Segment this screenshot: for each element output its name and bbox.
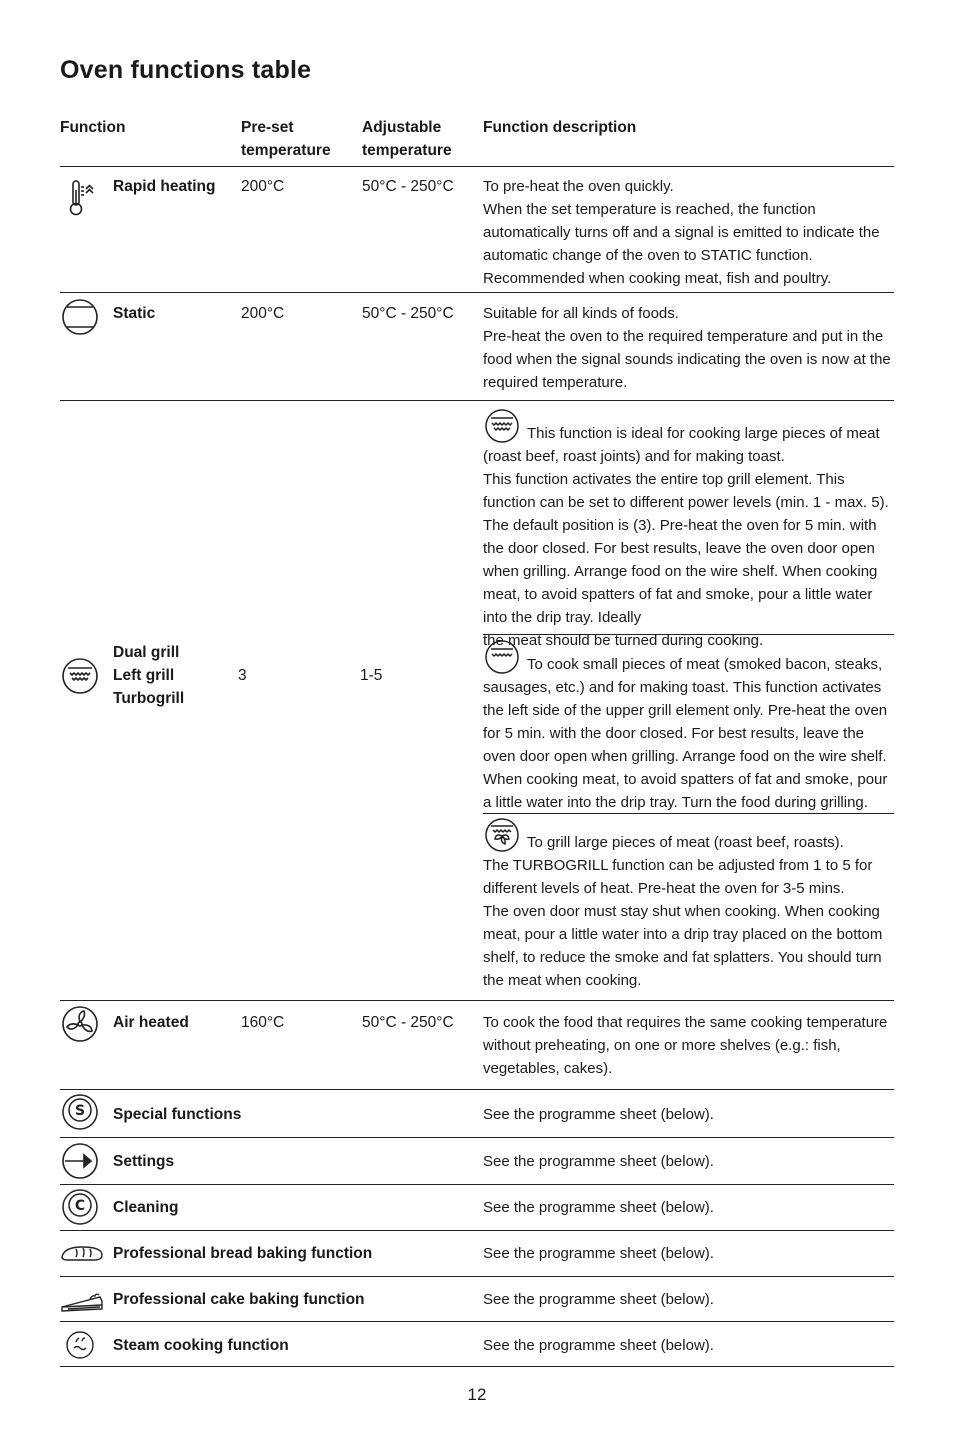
description-special: See the programme sheet (below).: [483, 1106, 714, 1123]
function-name-steam: Steam cooking function: [113, 1337, 289, 1354]
turbogrill-icon: [483, 817, 521, 853]
function-name-cleaning: Cleaning: [113, 1199, 179, 1216]
divider: [60, 292, 894, 293]
header-preset: Pre-set temperature: [241, 119, 331, 159]
divider: [60, 1000, 894, 1001]
fan-icon: [60, 1004, 100, 1044]
function-name-cake: Professional cake baking function: [113, 1291, 365, 1308]
divider: [483, 634, 894, 635]
function-name-grill: Dual grill Left grill Turbogrill: [113, 644, 185, 707]
divider: [60, 1089, 894, 1090]
dual-grill-first-line: This function is ideal for cooking large pieces of meat: [527, 425, 880, 442]
divider: [60, 1137, 894, 1138]
grill-icon: [60, 656, 100, 696]
divider: [60, 1366, 894, 1367]
cake-icon: [60, 1279, 104, 1319]
description-turbogrill: [483, 817, 895, 992]
description-air: To cook the food that requires the same cooking temperature without preheating, on one or more shelves (e.g.: fish, vegetables, cakes).: [483, 1014, 888, 1077]
turbogrill-text: The TURBOGRILL function can be adjusted from 1 to 5 for different levels of heat. Pre-heat the oven for 3-5 mins. The oven door must stay shut when cooking. When cooking meat, pour a little water into a drip tray placed on the bottom shelf, to reduce the smoke and fat splatters. You should turn the meat when cooking.: [483, 857, 883, 989]
divider: [60, 1276, 894, 1277]
divider: [60, 1184, 894, 1185]
header-function: Function: [60, 119, 126, 136]
dual-grill-icon: [483, 408, 521, 444]
adjustable-static: 50°C - 250°C: [362, 305, 454, 322]
header-description: Function description: [483, 119, 637, 136]
divider: [60, 1321, 894, 1322]
left-grill-first-line: To cook small pieces of meat (smoked bacon, steaks,: [527, 656, 883, 673]
description-bread: See the programme sheet (below).: [483, 1245, 714, 1262]
description-static: Suitable for all kinds of foods. Pre-heat the oven to the required temperature and put in the food when the signal sounds indicating the oven is now at the required temperature.: [483, 305, 891, 391]
description-left-grill: [483, 639, 895, 814]
adjustable-rapid: 50°C - 250°C: [362, 178, 454, 195]
description-rapid: To pre-heat the oven quickly. When the set temperature is reached, the function automatically turns off and a signal is emitted to indicate the automatic change of the oven to STATIC function. Recommended when cooking meat, fish and poultry.: [483, 178, 880, 287]
description-dual-grill: [483, 408, 895, 652]
page-number: 12: [467, 1385, 487, 1404]
function-name-bread: Professional bread baking function: [113, 1245, 373, 1262]
turbogrill-first-line: To grill large pieces of meat (roast beef, roasts).: [527, 834, 844, 851]
divider: [60, 400, 894, 401]
steam-icon: [60, 1325, 100, 1365]
description-cake: See the programme sheet (below).: [483, 1291, 714, 1308]
svg-text:S: S: [74, 1103, 86, 1119]
page-title: Oven functions table: [60, 56, 312, 84]
adjustable-grill: 1-5: [360, 667, 383, 684]
description-cleaning: See the programme sheet (below).: [483, 1199, 714, 1216]
left-grill-icon: [483, 639, 521, 675]
header-adjustable: Adjustable temperature: [362, 119, 452, 159]
preset-static: 200°C: [241, 305, 285, 322]
preset-grill: 3: [238, 667, 247, 684]
preset-air: 160°C: [241, 1014, 285, 1031]
divider: [60, 1230, 894, 1231]
adjustable-air: 50°C - 250°C: [362, 1014, 454, 1031]
description-settings: See the programme sheet (below).: [483, 1153, 714, 1170]
static-heating-icon: [60, 297, 100, 337]
bread-icon: [60, 1233, 104, 1273]
svg-text:C: C: [74, 1198, 86, 1214]
function-name-air: Air heated: [113, 1014, 189, 1031]
function-name-static: Static: [113, 305, 156, 322]
dual-grill-text: (roast beef, roast joints) and for making toast. This function activates the entire top grill element. This function can be set to different power levels (min. 1 - max. 5). The default position is (3). Pre-heat the oven for 5 min. with the door closed. For best results, leave the oven door open when grilling. Arrange food on the wire shelf. When cooking meat, to avoid spatters of fat and smoke, pour a little water into the drip tray. Ideally the meat should be turned during cooking.: [483, 448, 889, 649]
description-steam: See the programme sheet (below).: [483, 1337, 714, 1354]
function-name-special: Special functions: [113, 1106, 242, 1123]
settings-arrow-icon: [60, 1141, 100, 1181]
function-name-settings: Settings: [113, 1153, 175, 1170]
special-functions-icon: [60, 1092, 100, 1132]
divider: [483, 813, 894, 814]
thermometer-icon: [60, 178, 100, 218]
divider: [60, 166, 894, 167]
left-grill-text: sausages, etc.) and for making toast. This function activates the left side of the upper grill element only. Pre-heat the oven for 5 min. with the door closed. For best results, leave the oven door open when grilling. Arrange food on the wire shelf. When cooking meat, to avoid spatters of fat and smoke, pour a little water into the drip tray. Turn the food during grilling.: [483, 679, 888, 811]
function-name-rapid: Rapid heating: [113, 178, 216, 195]
preset-rapid: 200°C: [241, 178, 285, 195]
cleaning-icon: [60, 1187, 100, 1227]
